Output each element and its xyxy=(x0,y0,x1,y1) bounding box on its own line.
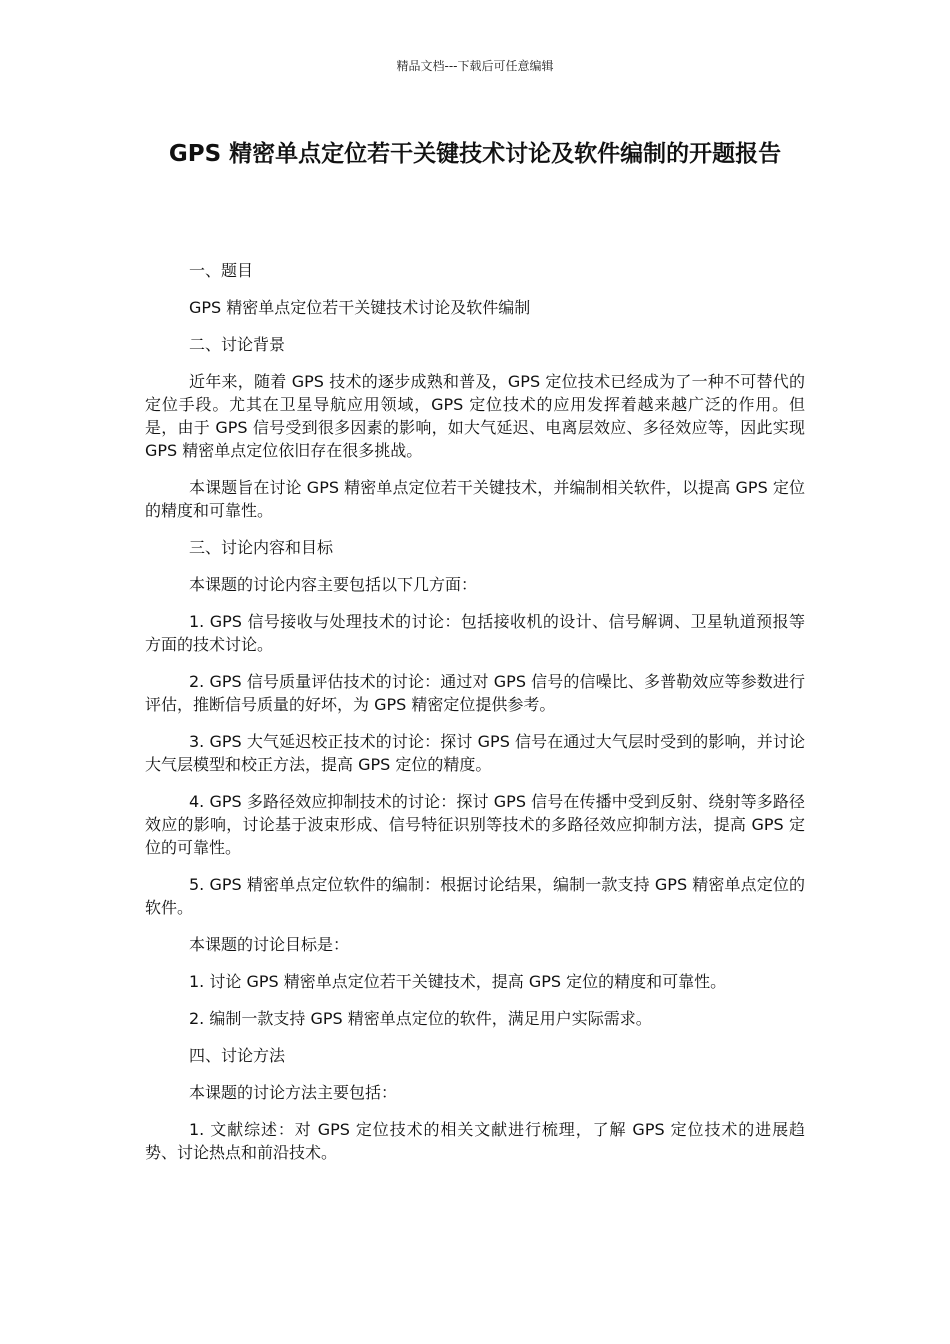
content-item-2: 2. GPS 信号质量评估技术的讨论：通过对 GPS 信号的信噪比、多普勒效应等参数进行评估，推断信号质量的好坏，为 GPS 精密定位提供参考。 xyxy=(145,672,805,714)
section-heading-topic: 一、题目 xyxy=(189,261,254,280)
goal-item-2: 2. 编制一款支持 GPS 精密单点定位的软件，满足用户实际需求。 xyxy=(189,1009,652,1028)
content-intro: 本课题的讨论内容主要包括以下几方面： xyxy=(189,575,478,594)
document-title: GPS 精密单点定位若干关键技术讨论及软件编制的开题报告 xyxy=(168,141,782,167)
section-heading-content-goals: 三、讨论内容和目标 xyxy=(189,538,334,557)
content-item-5: 5. GPS 精密单点定位软件的编制：根据讨论结果，编制一款支持 GPS 精密单点定位的软件。 xyxy=(145,875,805,917)
background-paragraph: 近年来，随着 GPS 技术的逐步成熟和普及，GPS 定位技术已经成为了一种不可替代的定位手段。尤其在卫星导航应用领域，GPS 定位技术的应用发挥着越来越广泛的作用。但是，由于 GPS 信号受到很多因素的影响，如大气延迟、电离层效应、多径效应等，因此实现 GPS 精密单点定位依旧存在很多挑战。 xyxy=(145,372,805,460)
goals-intro: 本课题的讨论目标是： xyxy=(189,935,350,954)
goal-item-1: 1. 讨论 GPS 精密单点定位若干关键技术，提高 GPS 定位的精度和可靠性。 xyxy=(189,972,727,991)
purpose-paragraph: 本课题旨在讨论 GPS 精密单点定位若干关键技术，并编制相关软件，以提高 GPS 定位的精度和可靠性。 xyxy=(145,478,805,520)
content-item-1: 1. GPS 信号接收与处理技术的讨论：包括接收机的设计、信号解调、卫星轨道预报等方面的技术讨论。 xyxy=(145,612,805,654)
content-item-4: 4. GPS 多路径效应抑制技术的讨论：探讨 GPS 信号在传播中受到反射、绕射等多路径效应的影响，讨论基于波束形成、信号特征识别等技术的多路径效应抑制方法，提高 GPS 定位的可靠性。 xyxy=(145,792,805,857)
method-item-1: 1. 文献综述：对 GPS 定位技术的相关文献进行梳理，了解 GPS 定位技术的进展趋势、讨论热点和前沿技术。 xyxy=(145,1120,805,1162)
section-heading-methods: 四、讨论方法 xyxy=(189,1046,286,1065)
content-item-3: 3. GPS 大气延迟校正技术的讨论：探讨 GPS 信号在通过大气层时受到的影响，并讨论大气层模型和校正方法，提高 GPS 定位的精度。 xyxy=(145,732,805,774)
methods-intro: 本课题的讨论方法主要包括： xyxy=(189,1083,398,1102)
section-heading-background: 二、讨论背景 xyxy=(189,335,286,354)
document-body xyxy=(145,259,805,1178)
header-note: 精品文档---下载后可任意编辑 xyxy=(396,59,554,73)
topic-text: GPS 精密单点定位若干关键技术讨论及软件编制 xyxy=(189,298,531,317)
